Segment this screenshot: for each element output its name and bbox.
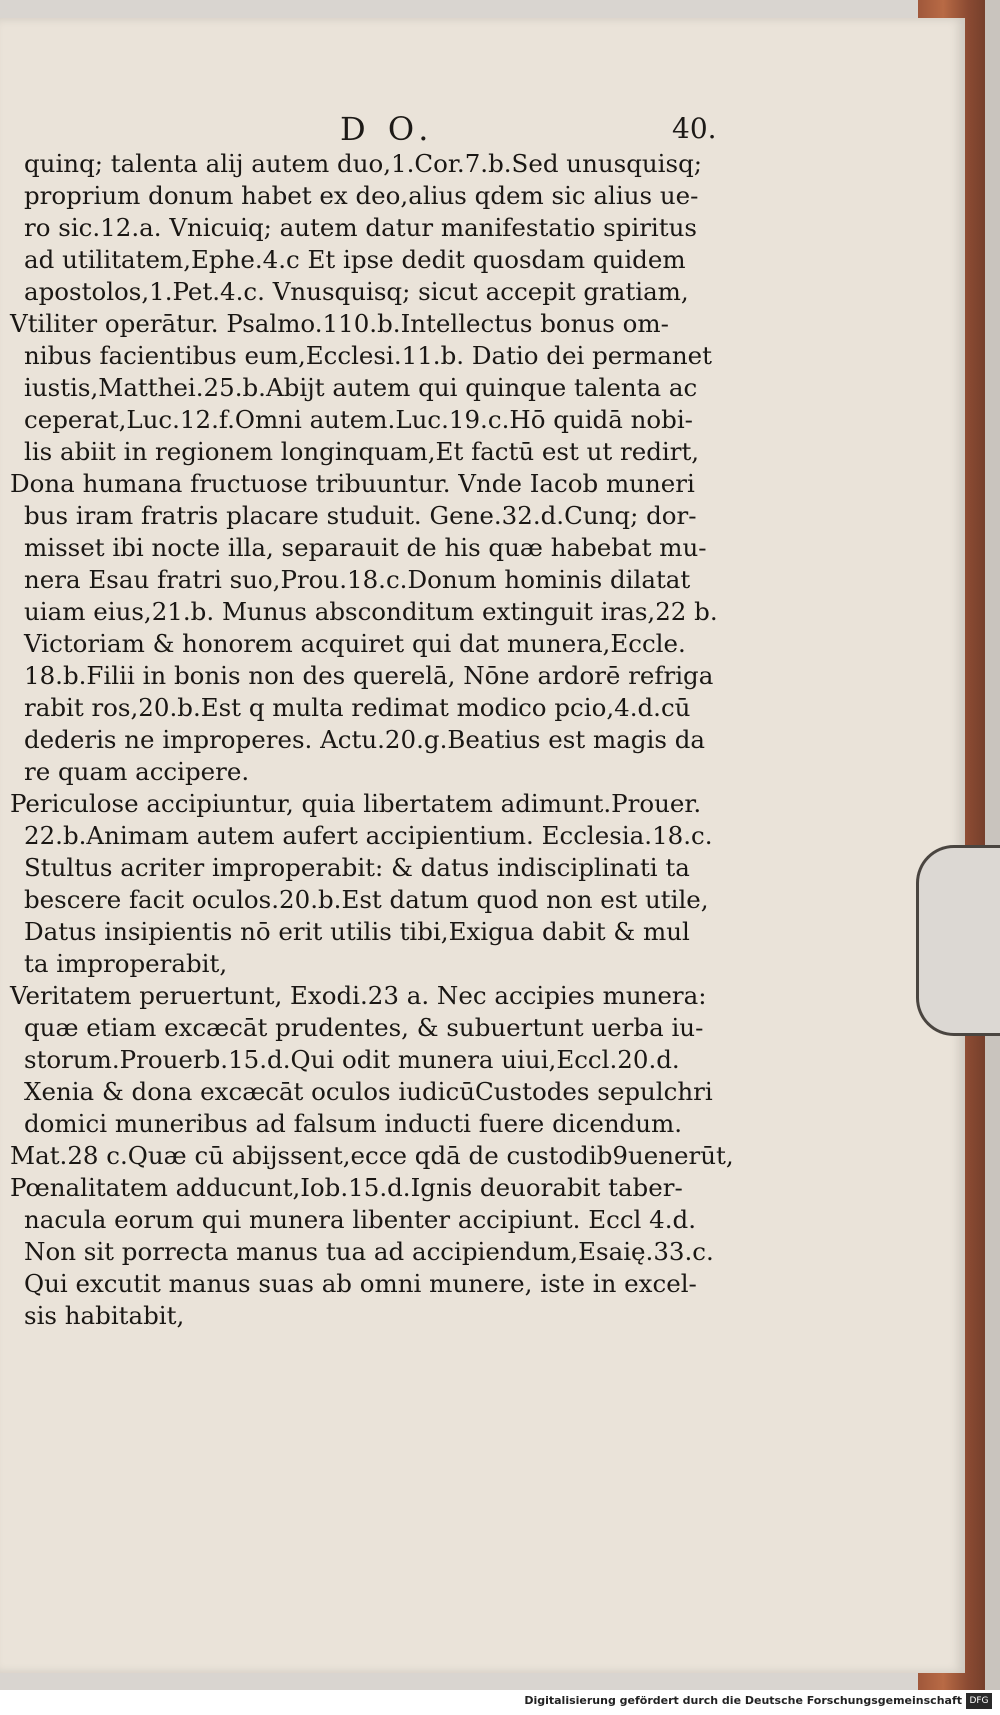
text-line: bescere facit oculos.20.b.Est datum quod non est utile, <box>24 885 709 914</box>
funding-credit: Digitalisierung gefördert durch die Deutsche Forschungsgemeinschaft <box>524 1694 962 1707</box>
text-line: Mat.28 c.Quæ cū abijssent,ecce qdā de custodib9uenerūt, <box>10 1141 734 1170</box>
text-line: Dona humana fructuose tribuuntur. Vnde Iacob muneri <box>10 469 695 498</box>
footer-bar <box>0 1690 1000 1715</box>
text-line: re quam accipere. <box>24 757 250 786</box>
text-line: Veritatem peruertunt, Exodi.23 a. Nec accipies munera: <box>10 981 707 1010</box>
text-line: rabit ros,20.b.Est q multa redimat modico pcio,4.d.cū <box>24 693 691 722</box>
text-line: 22.b.Animam autem aufert accipientium. Ecclesia.18.c. <box>24 821 713 850</box>
dfg-logo: DFG <box>966 1693 992 1709</box>
text-line: misset ibi nocte illa, separauit de his quæ habebat mu- <box>24 533 707 562</box>
text-line: ro sic.12.a. Vnicuiq; autem datur manifestatio spiritus <box>24 213 697 242</box>
text-line: Vtiliter operātur. Psalmo.110.b.Intellectus bonus om- <box>10 309 669 338</box>
text-line: nacula eorum qui munera libenter accipiunt. Eccl 4.d. <box>24 1205 697 1234</box>
text-line: lis abiit in regionem longinquam,Et factū est ut redirt, <box>24 437 700 466</box>
text-line: nera Esau fratri suo,Prou.18.c.Donum hominis dilatat <box>24 565 691 594</box>
text-line: dederis ne improperes. Actu.20.g.Beatius est magis da <box>24 725 705 754</box>
text-line: proprium donum habet ex deo,alius qdem sic alius ue- <box>24 181 699 210</box>
page-header <box>330 110 750 150</box>
text-line: Qui excutit manus suas ab omni munere, iste in excel- <box>24 1269 697 1298</box>
signature-mark: D O. <box>340 110 435 148</box>
folio-number: 40. <box>672 112 717 145</box>
text-line: domici muneribus ad falsum inducti fuere dicendum. <box>24 1109 683 1138</box>
text-line: uiam eius,21.b. Munus absconditum extinguit iras,22 b. <box>24 597 718 626</box>
text-line: storum.Prouerb.15.d.Qui odit munera uiui,Eccl.20.d. <box>24 1045 680 1074</box>
text-line: Non sit porrecta manus tua ad accipiendum,Esaię.33.c. <box>24 1237 714 1266</box>
text-line: sis habitabit, <box>24 1301 185 1330</box>
text-line: bus iram fratris placare studuit. Gene.32.d.Cunq; dor- <box>24 501 697 530</box>
text-line: quinq; talenta alij autem duo,1.Cor.7.b.Sed unusquisq; <box>24 149 703 178</box>
text-line: Stultus acriter improperabit: & datus indisciplinati ta <box>24 853 690 882</box>
text-line: 18.b.Filii in bonis non des querelā, Nōne ardorē refriga <box>24 661 714 690</box>
text-line: quæ etiam excæcāt prudentes, & subuertunt uerba iu- <box>24 1013 704 1042</box>
text-line: Pœnalitatem adducunt,Iob.15.d.Ignis deuorabit taber- <box>10 1173 683 1202</box>
text-line: iustis,Matthei.25.b.Abijt autem qui quinque talenta ac <box>24 373 698 402</box>
text-line: nibus facientibus eum,Ecclesi.11.b. Datio dei permanet <box>24 341 712 370</box>
text-line: ad utilitatem,Ephe.4.c Et ipse dedit quosdam quidem <box>24 245 686 274</box>
text-line: Datus insipientis nō erit utilis tibi,Exigua dabit & mul <box>24 917 690 946</box>
text-block <box>10 148 770 1332</box>
text-line: ta improperabit, <box>24 949 228 978</box>
text-line: Victoriam & honorem acquiret qui dat munera,Eccle. <box>24 629 686 658</box>
text-line: ceperat,Luc.12.f.Omni autem.Luc.19.c.Hō quidā nobi- <box>24 405 693 434</box>
text-line: Xenia & dona excæcāt oculos iudicūCustodes sepulchri <box>24 1077 713 1106</box>
page-clip <box>916 845 1000 1036</box>
text-line: apostolos,1.Pet.4.c. Vnusquisq; sicut accepit gratiam, <box>24 277 689 306</box>
text-line: Periculose accipiuntur, quia libertatem adimunt.Prouer. <box>10 789 702 818</box>
